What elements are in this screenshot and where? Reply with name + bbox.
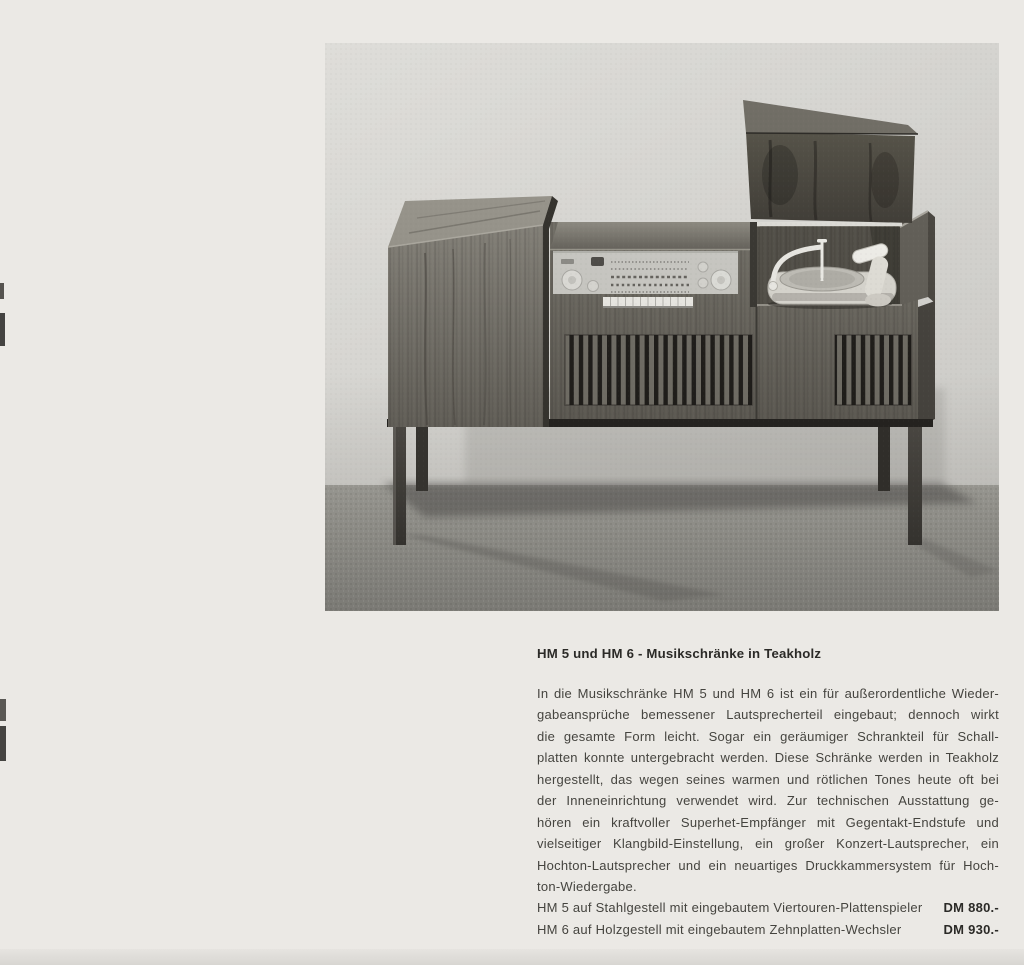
price-value: DM 880.- bbox=[943, 900, 999, 916]
caption-heading: HM 5 und HM 6 - Musikschränke in Teakholz bbox=[537, 646, 822, 661]
body-line: gabeansprüche bemessener Lautsprecherteil eingebaut; dennoch wirkt bbox=[537, 707, 999, 723]
binding-mark bbox=[0, 313, 5, 346]
price-row-hm6 bbox=[537, 919, 999, 940]
body-line: die gesamte Form leicht. Sogar ein geräumiger Schrankteil für Schall- bbox=[537, 728, 999, 744]
body-line: Hochton-Lautsprecher und ein neuartiges Druckkammersystem für Hoch- bbox=[537, 857, 999, 873]
body-line: platten konnte untergebracht werden. Diese Schränke werden in Teakholz bbox=[537, 750, 999, 766]
caption-body bbox=[537, 683, 999, 940]
caption-block bbox=[537, 647, 999, 940]
body-line: vielseitiger Klangbild-Einstellung, ein großer Konzert-Lautsprecher, ein bbox=[537, 836, 999, 852]
body-line: ton-Wiedergabe. bbox=[537, 878, 637, 894]
price-label: HM 6 auf Holzgestell mit eingebautem Zehnplatten-Wechsler bbox=[537, 921, 902, 937]
body-line: hören ein kraftvoller Superhet-Empfänger mit Gegentakt-Endstufe und bbox=[537, 814, 999, 830]
photo-grain bbox=[325, 43, 999, 611]
body-line: der Inneneinrichtung verwendet wird. Zur technischen Ausstattung ge- bbox=[537, 793, 999, 809]
product-photo bbox=[325, 43, 999, 611]
page-bottom-edge bbox=[0, 949, 1024, 965]
price-value: DM 930.- bbox=[943, 921, 999, 937]
price-label: HM 5 auf Stahlgestell mit eingebautem Viertouren-Plattenspieler bbox=[537, 900, 923, 916]
binding-mark bbox=[0, 283, 4, 299]
body-line: hergestellt, das wegen seines warmen und rötlichen Tones heute oft bei bbox=[537, 771, 999, 787]
photo-scene bbox=[325, 43, 999, 611]
binding-mark bbox=[0, 699, 6, 721]
price-row-hm5 bbox=[537, 897, 999, 918]
binding-mark bbox=[0, 726, 6, 761]
body-line: In die Musikschränke HM 5 und HM 6 ist ein für außerordentliche Wieder- bbox=[537, 686, 999, 701]
